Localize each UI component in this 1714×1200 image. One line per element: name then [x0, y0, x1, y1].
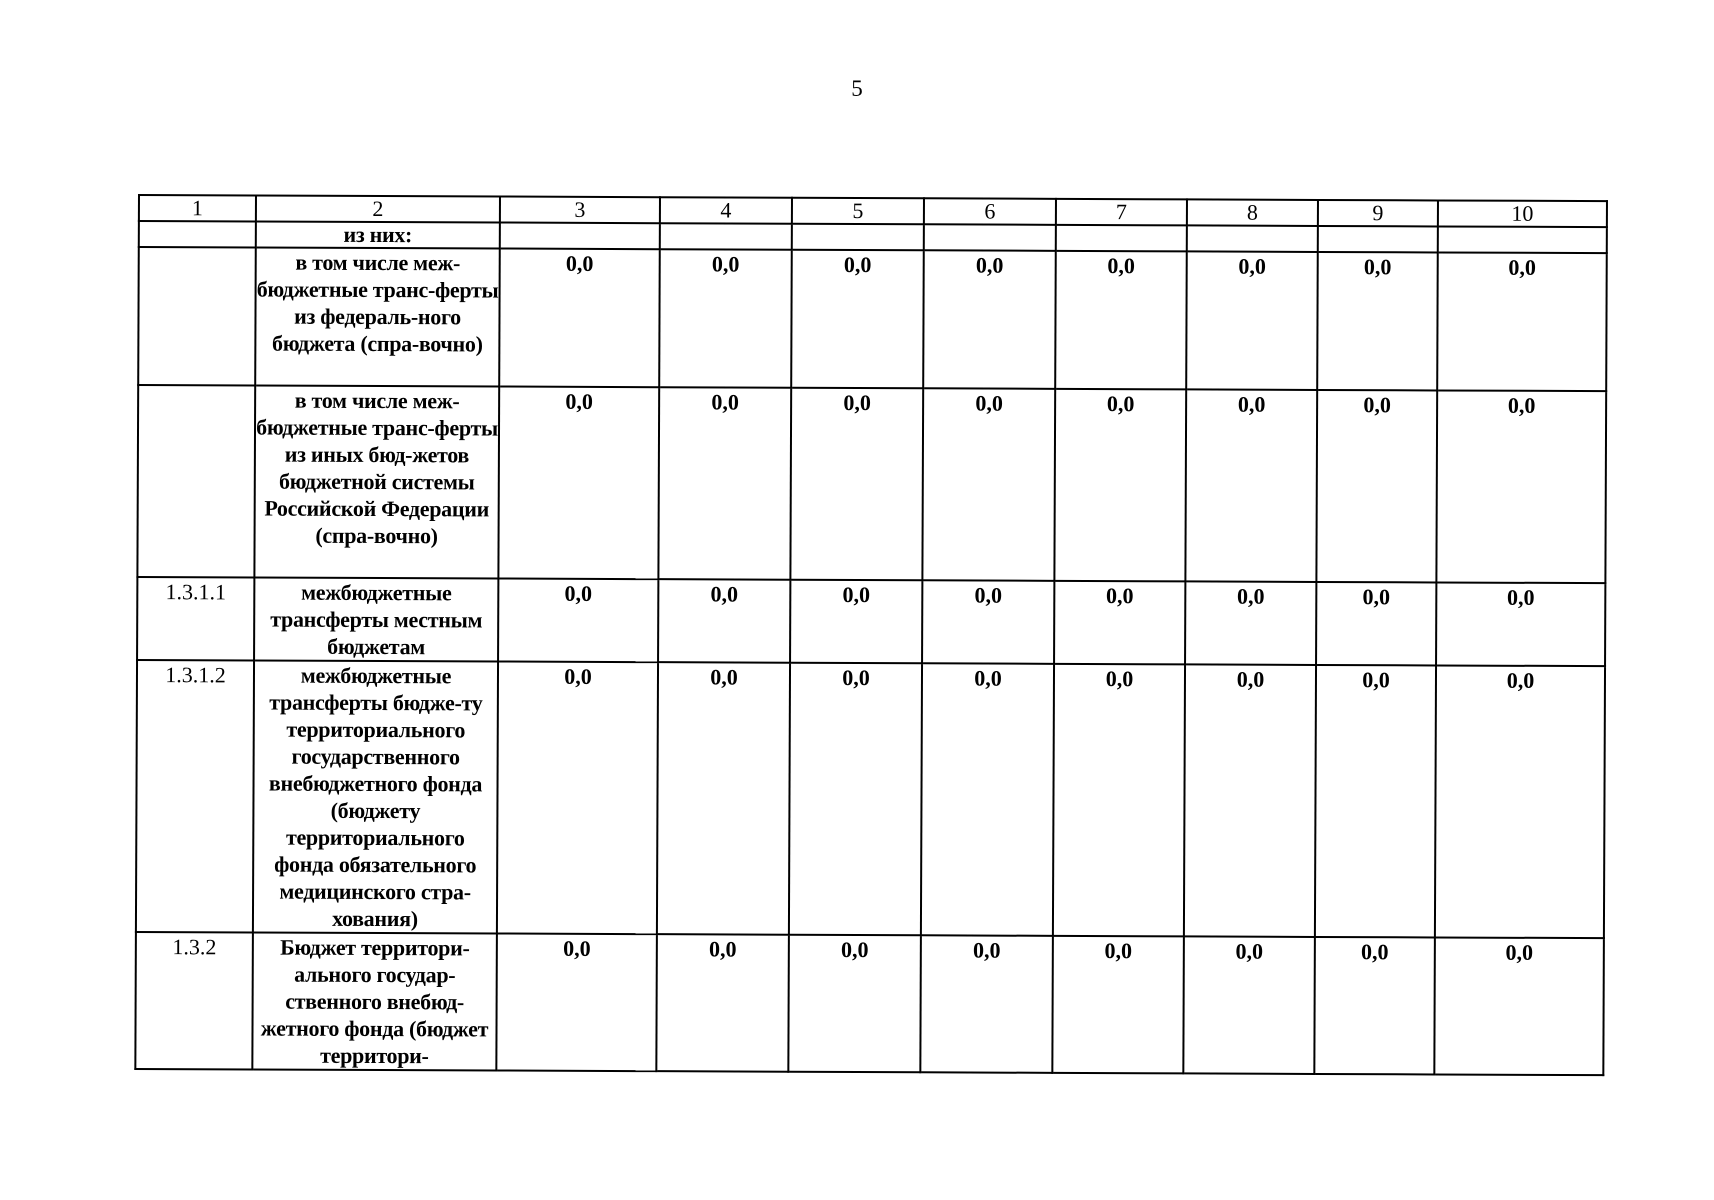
column-number-cell: 8 [1187, 199, 1318, 226]
value-cell: 0,0 [1315, 665, 1436, 938]
value-cell: 0,0 [496, 934, 657, 1072]
value-cell: 0,0 [1314, 937, 1435, 1075]
budget-table [134, 194, 1608, 1076]
value-cell: 0,0 [658, 387, 791, 580]
value-cell: 0,0 [789, 663, 922, 936]
value-cell: 0,0 [791, 250, 924, 389]
value-cell: 0,0 [1186, 251, 1318, 390]
row-code-cell [137, 385, 255, 577]
row-code-cell [138, 247, 256, 385]
value-cell: 0,0 [497, 662, 658, 935]
table-row [135, 932, 1604, 1075]
table-row [136, 660, 1605, 938]
value-cell: 0,0 [657, 662, 790, 935]
value-cell: 0,0 [1317, 252, 1438, 391]
row-code-cell: 1.3.1.1 [137, 577, 254, 660]
value-cell: 0,0 [658, 579, 790, 663]
row-code-cell: 1.3.1.2 [136, 660, 254, 932]
value-cell: 0,0 [1185, 581, 1316, 665]
column-number-cell: 9 [1318, 200, 1438, 227]
column-number-cell: 4 [660, 197, 792, 224]
column-number-cell: 3 [500, 197, 660, 224]
value-cell: 0,0 [1437, 252, 1607, 391]
value-cell: 0,0 [499, 249, 660, 388]
value-cell: 0,0 [788, 935, 921, 1073]
value-cell: 0,0 [1436, 582, 1605, 666]
value-cell: 0,0 [923, 250, 1056, 389]
row-code-cell: 1.3.2 [135, 932, 253, 1069]
empty-cell [1438, 226, 1607, 253]
empty-cell [500, 223, 660, 250]
row-label-cell: в том числе меж-бюджетные транс-ферты из иных бюд-жетов бюджетной системы Российской Федерации (спра-вочно) [254, 385, 499, 578]
value-cell: 0,0 [921, 663, 1054, 936]
empty-cell [1318, 226, 1438, 253]
value-cell: 0,0 [1052, 936, 1184, 1074]
value-cell: 0,0 [498, 387, 659, 580]
value-cell: 0,0 [1054, 581, 1185, 665]
page-number: 5 [851, 76, 863, 101]
value-cell: 0,0 [498, 579, 658, 663]
column-number-cell: 6 [924, 198, 1056, 225]
empty-cell [139, 221, 256, 247]
value-cell: 0,0 [1185, 389, 1317, 582]
value-cell: 0,0 [1053, 664, 1185, 937]
empty-cell [792, 224, 924, 251]
value-cell: 0,0 [1183, 936, 1315, 1074]
column-number-cell: 7 [1056, 199, 1187, 226]
subheader-label: из них: [256, 221, 500, 248]
value-cell: 0,0 [1436, 390, 1606, 583]
empty-cell [1187, 225, 1318, 252]
empty-cell [660, 223, 792, 250]
row-label-cell: в том числе меж-бюджетные транс-ферты из федераль-ного бюджета (спра-вочно) [255, 247, 500, 386]
value-cell: 0,0 [1316, 390, 1437, 583]
value-cell: 0,0 [920, 935, 1053, 1073]
value-cell: 0,0 [656, 934, 789, 1072]
row-label-cell: межбюджетные трансферты местным бюджетам [254, 577, 498, 661]
row-label-cell: Бюджет территори-ального государ-ственного внебюд-жетного фонда (бюджет территори- [252, 932, 497, 1070]
value-cell: 0,0 [1054, 389, 1186, 582]
value-cell: 0,0 [1435, 665, 1605, 938]
empty-cell [924, 224, 1056, 251]
column-number-cell: 1 [139, 195, 256, 221]
value-cell: 0,0 [790, 580, 922, 664]
table-row [137, 577, 1605, 666]
column-number-cell: 10 [1438, 200, 1607, 227]
column-number-cell: 5 [792, 198, 924, 225]
table-row [137, 385, 1606, 583]
value-cell: 0,0 [1316, 582, 1436, 666]
value-cell: 0,0 [1434, 937, 1604, 1075]
value-cell: 0,0 [790, 388, 923, 581]
value-cell: 0,0 [659, 249, 792, 388]
value-cell: 0,0 [922, 388, 1055, 581]
empty-cell [1056, 225, 1187, 252]
value-cell: 0,0 [1184, 664, 1316, 937]
row-label-cell: межбюджетные трансферты бюдже-ту территориального государственного внебюджетного фонда (бюджету территориального фонда обязательного медицинского стра-хования) [253, 660, 498, 933]
value-cell: 0,0 [922, 580, 1054, 664]
column-number-cell: 2 [256, 195, 500, 222]
table-row [138, 247, 1607, 391]
value-cell: 0,0 [1055, 251, 1187, 390]
